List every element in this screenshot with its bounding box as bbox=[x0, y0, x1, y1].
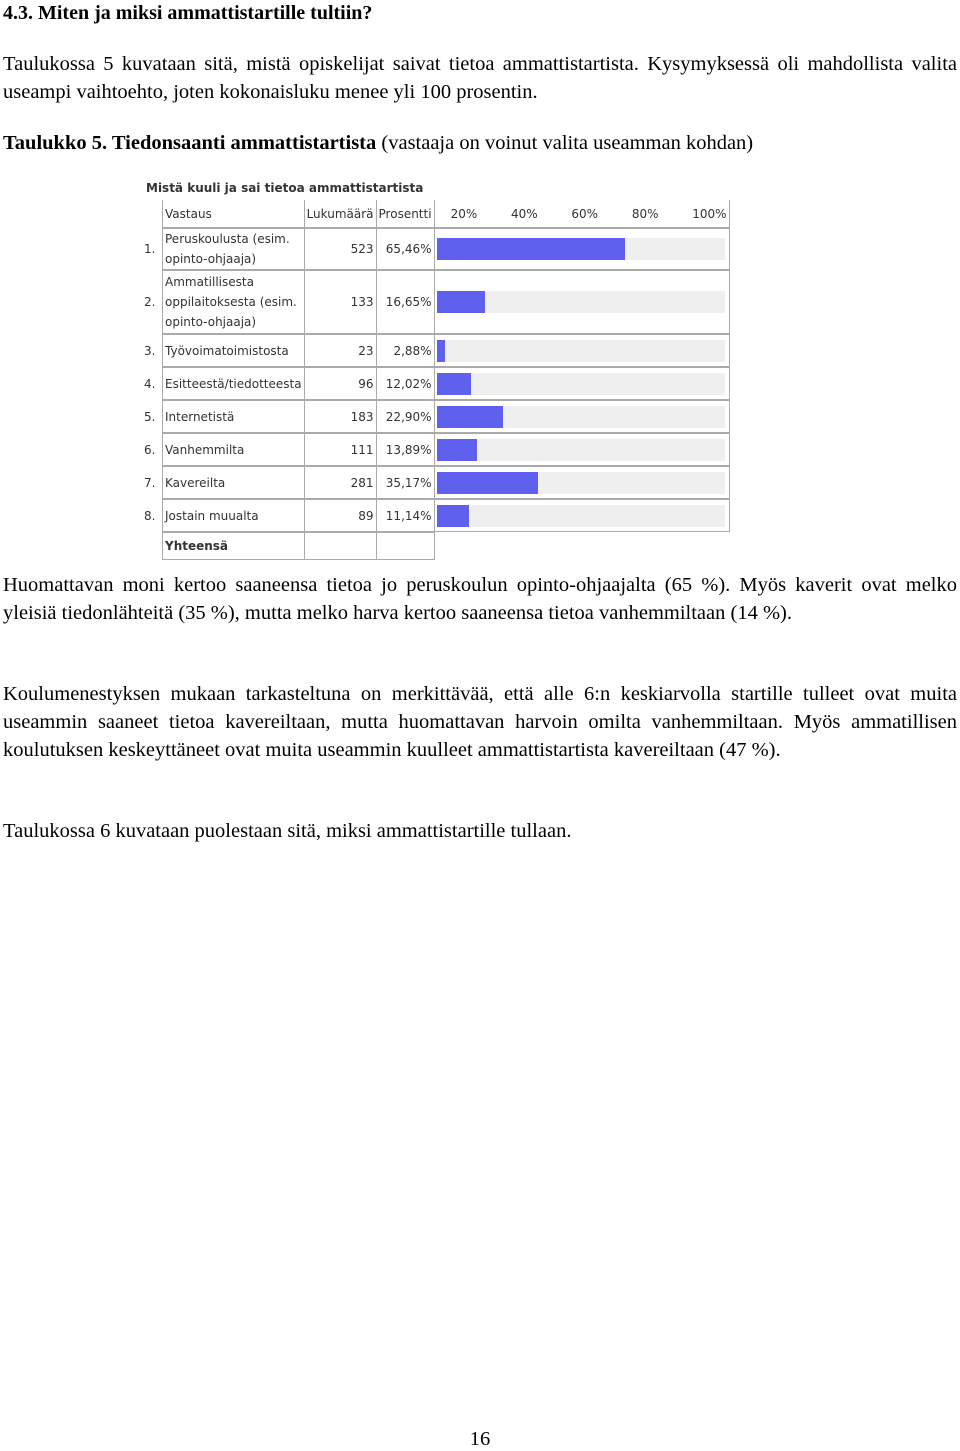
row-answer: Esitteestä/tiedotteesta bbox=[162, 367, 304, 400]
bar-track bbox=[437, 439, 725, 461]
table-row bbox=[142, 466, 730, 499]
row-percent: 13,89% bbox=[376, 433, 435, 466]
survey-table bbox=[142, 200, 730, 560]
row-count: 281 bbox=[304, 466, 376, 499]
row-number: 7. bbox=[144, 475, 156, 490]
bar-track bbox=[437, 238, 725, 260]
row-number: 4. bbox=[144, 376, 156, 391]
bar-fill bbox=[437, 291, 485, 313]
total-percent bbox=[376, 532, 435, 560]
total-label: Yhteensä bbox=[162, 532, 304, 560]
bar-fill bbox=[437, 439, 477, 461]
scale-header bbox=[435, 200, 730, 228]
row-answer: Kavereilta bbox=[162, 466, 304, 499]
body-paragraph-3: Taulukossa 6 kuvataan puolestaan sitä, miksi ammattistartille tullaan. bbox=[3, 820, 572, 842]
body-paragraph-1: Huomattavan moni kertoo saaneensa tietoa jo peruskoulun opinto-ohjaajalta (65 %). Myös kaverit ovat melko yleisiä tiedonlähteitä (35 %), mutta melko harva kertoo saaneensa tietoa vanhemmiltaan (14 %). bbox=[3, 574, 957, 624]
table-row bbox=[142, 499, 730, 532]
column-percent: Prosentti bbox=[376, 200, 435, 228]
row-percent: 65,46% bbox=[376, 228, 435, 270]
scale-tick: 60% bbox=[571, 206, 599, 221]
row-count: 133 bbox=[304, 270, 376, 334]
scale-tick: 40% bbox=[510, 206, 538, 221]
bar-track bbox=[437, 291, 725, 313]
bar-fill bbox=[437, 505, 469, 527]
body-paragraph-2: Koulumenestyksen mukaan tarkasteltuna on merkittävää, että alle 6:n keskiarvolla startille tulleet ovat muita useammin saaneet tietoa kavereiltaan, mutta huomattavan harvoin omilta vanhemmiltaan. Myös ammatillisen koulutuksen keskeyttäneet ovat muita useammin kuulleet ammattistartista kavereiltaan (47 %). bbox=[3, 683, 957, 761]
row-number: 1. bbox=[144, 242, 156, 256]
table-row bbox=[142, 270, 730, 334]
row-count: 111 bbox=[304, 433, 376, 466]
scale-tick: 100% bbox=[692, 206, 727, 221]
scale-tick: 80% bbox=[631, 206, 659, 221]
row-number: 5. bbox=[144, 409, 156, 424]
row-number: 2. bbox=[144, 295, 156, 309]
row-answer: Ammatillisesta oppilaitoksesta (esim. opinto-ohjaaja) bbox=[162, 270, 304, 334]
bar-fill bbox=[437, 406, 503, 428]
table-row bbox=[142, 228, 730, 270]
bar-track bbox=[437, 472, 725, 494]
row-percent: 12,02% bbox=[376, 367, 435, 400]
row-answer: Vanhemmilta bbox=[162, 433, 304, 466]
intro-paragraph: Taulukossa 5 kuvataan sitä, mistä opiskelijat saivat tietoa ammattistartista. Kysymyksessä oli mahdollista valita useampi vaihtoehto, joten kokonaisluku menee yli 100 prosentin. bbox=[3, 53, 957, 103]
table-row bbox=[142, 433, 730, 466]
row-count: 96 bbox=[304, 367, 376, 400]
total-row bbox=[142, 532, 730, 560]
page-number: 16 bbox=[469, 1428, 491, 1450]
row-number: 3. bbox=[144, 343, 156, 358]
bar-track bbox=[437, 373, 725, 395]
row-count: 183 bbox=[304, 400, 376, 433]
bar-track bbox=[437, 505, 725, 527]
row-percent: 22,90% bbox=[376, 400, 435, 433]
bar-fill bbox=[437, 373, 472, 395]
row-answer: Internetistä bbox=[162, 400, 304, 433]
row-answer: Peruskoulusta (esim. opinto-ohjaaja) bbox=[162, 228, 304, 270]
row-percent: 2,88% bbox=[376, 334, 435, 367]
bar-track bbox=[437, 406, 725, 428]
survey-title: Mistä kuuli ja sai tietoa ammattistartista bbox=[146, 181, 424, 195]
scale-tick: 20% bbox=[450, 206, 478, 221]
survey-header-row bbox=[142, 200, 730, 228]
row-percent: 35,17% bbox=[376, 466, 435, 499]
table-caption-note: (vastaaja on voinut valita useamman kohdan) bbox=[376, 132, 754, 154]
row-answer: Työvoimatoimistosta bbox=[162, 334, 304, 367]
table-row bbox=[142, 334, 730, 367]
table-caption-label: Taulukko 5. Tiedonsaanti ammattistartista bbox=[3, 132, 377, 154]
row-count: 23 bbox=[304, 334, 376, 367]
table-row bbox=[142, 367, 730, 400]
section-heading: 4.3. Miten ja miksi ammattistartille tultiin? bbox=[3, 2, 373, 24]
column-answer: Vastaus bbox=[162, 200, 304, 228]
row-answer: Jostain muualta bbox=[162, 499, 304, 532]
bar-track bbox=[437, 340, 725, 362]
column-count: Lukumäärä bbox=[304, 200, 376, 228]
row-count: 523 bbox=[304, 228, 376, 270]
row-number: 8. bbox=[144, 508, 156, 523]
bar-fill bbox=[437, 472, 538, 494]
row-count: 89 bbox=[304, 499, 376, 532]
total-count bbox=[304, 532, 376, 560]
table-caption bbox=[3, 132, 753, 155]
row-number: 6. bbox=[144, 442, 156, 457]
row-percent: 16,65% bbox=[376, 270, 435, 334]
bar-fill bbox=[437, 340, 445, 362]
table-row bbox=[142, 400, 730, 433]
bar-fill bbox=[437, 238, 626, 260]
row-percent: 11,14% bbox=[376, 499, 435, 532]
